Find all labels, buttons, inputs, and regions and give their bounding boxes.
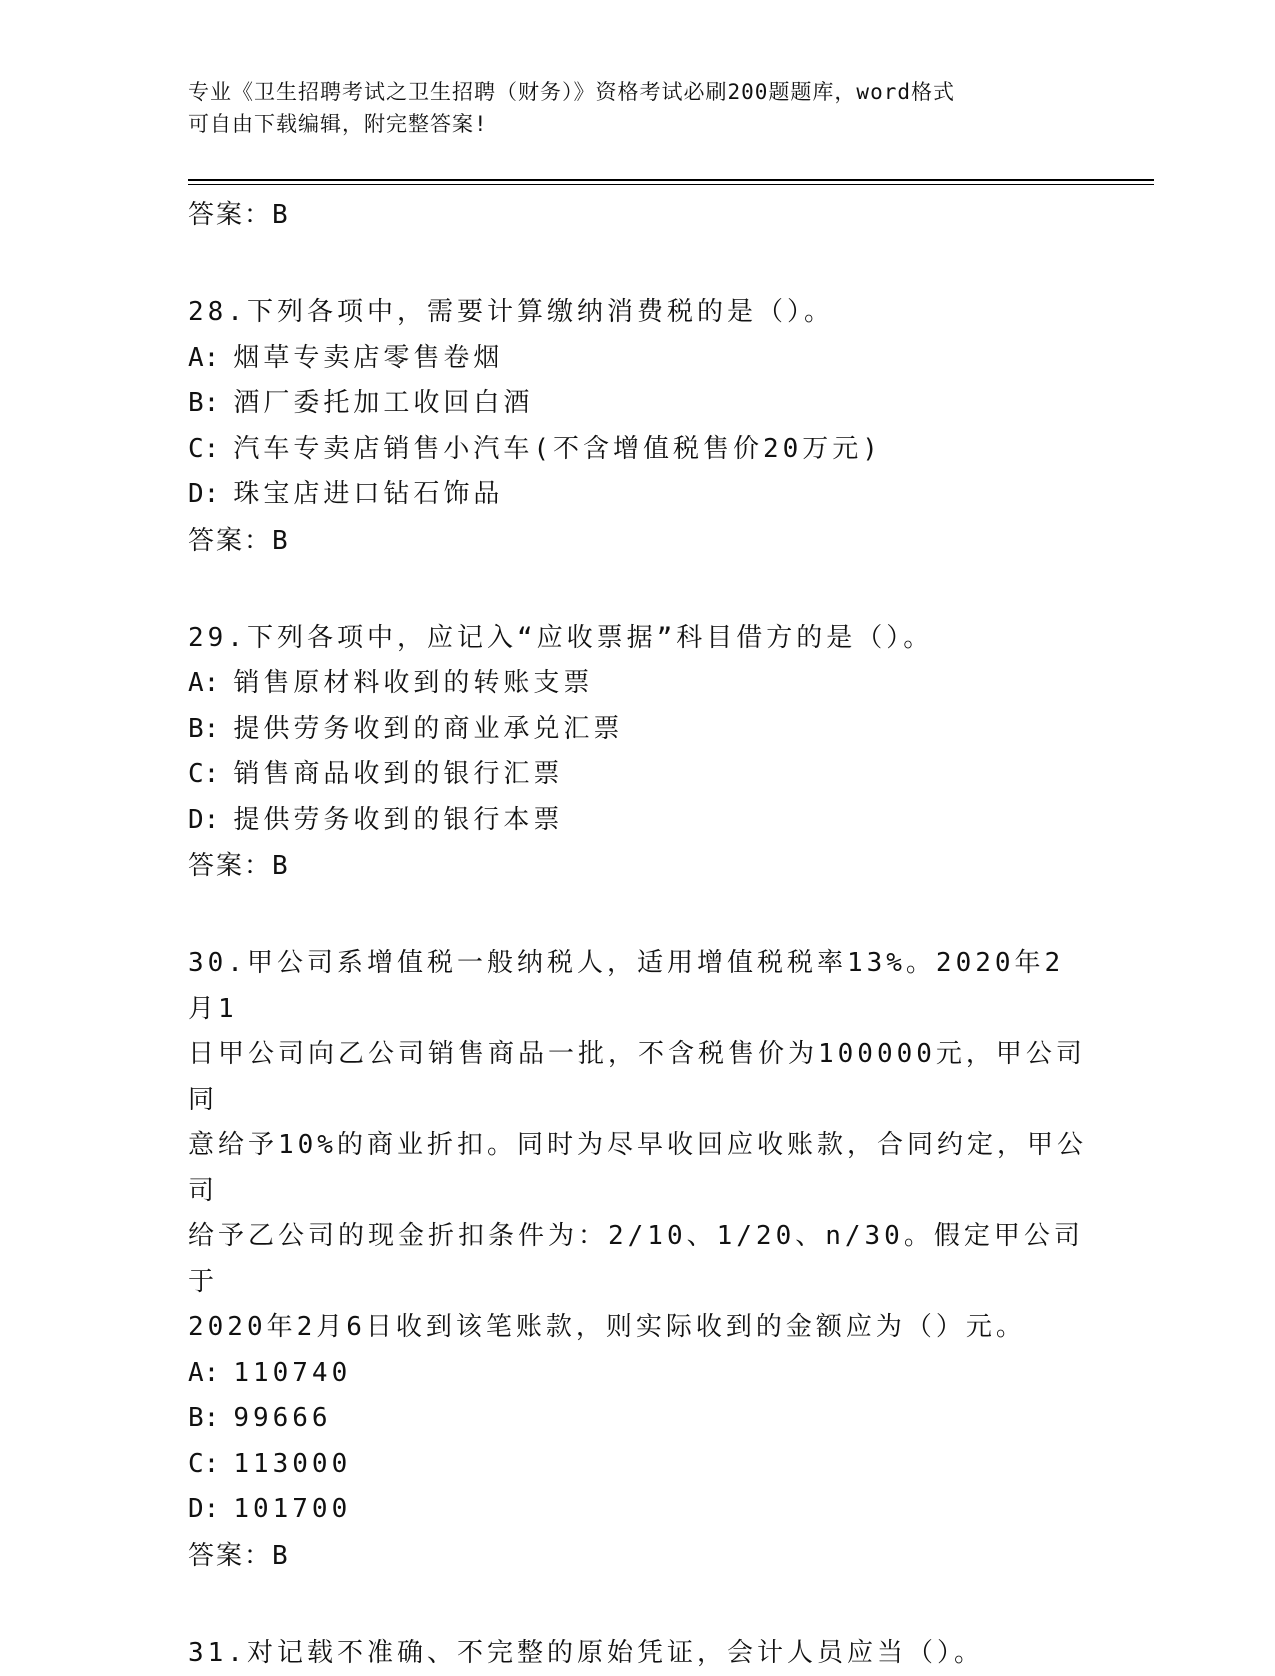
- option-d: [188, 1487, 1088, 1533]
- option-d: [188, 472, 1088, 518]
- spacer: [188, 238, 1088, 290]
- option-text: 110740: [233, 1358, 351, 1388]
- document-body: [188, 192, 1088, 1676]
- question-stem: 28.下列各项中，需要计算缴纳消费税的是（）。: [188, 290, 1088, 336]
- question-stem-line: 日甲公司向乙公司销售商品一批，不含税售价为100000元，甲公司同: [188, 1032, 1088, 1123]
- option-d: [188, 798, 1088, 844]
- answer-line: 答案：B: [188, 1533, 1088, 1579]
- question-stem-line: 30.甲公司系增值税一般纳税人，适用增值税税率13%。2020年2月1: [188, 941, 1088, 1032]
- spacer: [188, 889, 1088, 941]
- option-c: [188, 752, 1088, 798]
- header-rule-thin: [188, 184, 1154, 185]
- answer-line: 答案：B: [188, 518, 1088, 564]
- option-c: [188, 1442, 1088, 1488]
- option-letter: C:: [188, 1449, 219, 1479]
- option-letter: C:: [188, 434, 219, 464]
- question-block: [188, 941, 1088, 1579]
- option-c: [188, 427, 1088, 473]
- option-b: [188, 1396, 1088, 1442]
- option-a: [188, 661, 1088, 707]
- question-stem-line: 意给予10%的商业折扣。同时为尽早收回应收账款，合同约定，甲公司: [188, 1123, 1088, 1214]
- question-block: [188, 290, 1088, 564]
- header-rule-thick: [188, 179, 1154, 181]
- option-text: 提供劳务收到的银行本票: [233, 805, 563, 835]
- question-block: [188, 616, 1088, 890]
- answer-line: 答案：B: [188, 843, 1088, 889]
- option-a: [188, 1351, 1088, 1397]
- option-text: 珠宝店进口钻石饰品: [233, 479, 503, 509]
- option-text: 113000: [233, 1449, 351, 1479]
- option-text: 99666: [233, 1403, 331, 1433]
- option-letter: A:: [188, 668, 219, 698]
- option-letter: D:: [188, 1494, 219, 1524]
- question-stem: 31.对记载不准确、不完整的原始凭证，会计人员应当（）。: [188, 1631, 1088, 1676]
- header-line-1: 专业《卫生招聘考试之卫生招聘（财务）》资格考试必刷200题题库，word格式: [188, 76, 1088, 108]
- option-letter: D:: [188, 805, 219, 835]
- option-text: 提供劳务收到的商业承兑汇票: [233, 714, 623, 744]
- option-text: 酒厂委托加工收回白酒: [233, 388, 533, 418]
- option-text: 汽车专卖店销售小汽车(不含增值税售价20万元): [233, 434, 882, 464]
- option-b: [188, 381, 1088, 427]
- option-letter: C:: [188, 759, 219, 789]
- option-text: 烟草专卖店零售卷烟: [233, 343, 503, 373]
- option-letter: A:: [188, 1358, 219, 1388]
- spacer: [188, 1579, 1088, 1631]
- question-block: [188, 1631, 1088, 1676]
- option-text: 销售商品收到的银行汇票: [233, 759, 563, 789]
- answer-line: 答案：B: [188, 192, 1088, 238]
- header-line-2: 可自由下载编辑，附完整答案!: [188, 108, 1088, 140]
- option-text: 101700: [233, 1494, 351, 1524]
- option-letter: B:: [188, 1403, 219, 1433]
- option-letter: D:: [188, 479, 219, 509]
- option-letter: B:: [188, 714, 219, 744]
- option-b: [188, 707, 1088, 753]
- spacer: [188, 564, 1088, 616]
- option-letter: A:: [188, 343, 219, 373]
- question-stem-line: 2020年2月6日收到该笔账款，则实际收到的金额应为（）元。: [188, 1305, 1088, 1351]
- option-text: 销售原材料收到的转账支票: [233, 668, 593, 698]
- option-a: [188, 336, 1088, 382]
- option-letter: B:: [188, 388, 219, 418]
- question-stem-line: 给予乙公司的现金折扣条件为：2/10、1/20、n/30。假定甲公司于: [188, 1214, 1088, 1305]
- question-stem: 29.下列各项中，应记入“应收票据”科目借方的是（）。: [188, 616, 1088, 662]
- document-header: [188, 76, 1088, 140]
